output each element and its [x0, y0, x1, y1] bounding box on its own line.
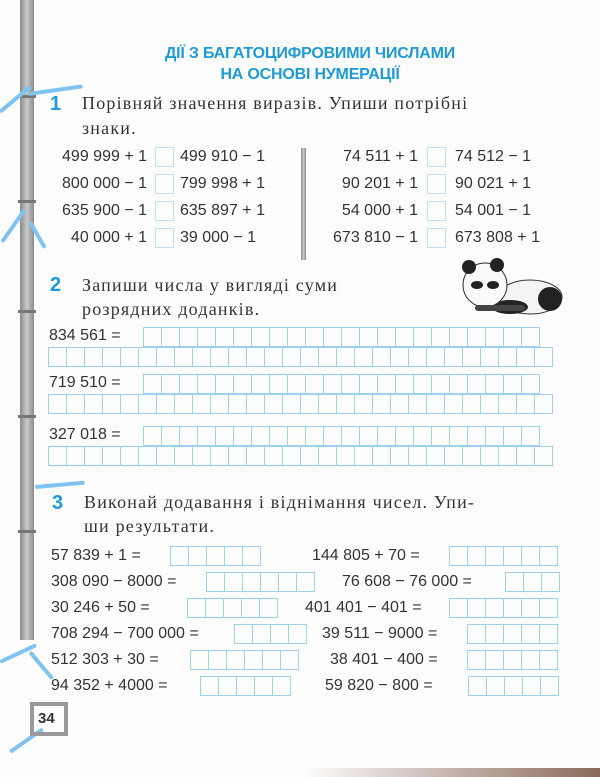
answer-cell[interactable]: [467, 374, 486, 394]
bamboo-node: [18, 530, 36, 533]
answer-cell[interactable]: [521, 426, 540, 446]
answer-cell[interactable]: [377, 327, 396, 347]
answer-cell[interactable]: [318, 347, 337, 367]
answer-cell[interactable]: [282, 446, 301, 466]
equation: 38 401 − 400 =: [330, 651, 438, 668]
answer-cell[interactable]: [485, 598, 504, 618]
section-title: НА ОСНОВІ НУМЕРАЦІЇ: [220, 66, 400, 83]
answer-cell[interactable]: [143, 374, 162, 394]
answer-cell[interactable]: [156, 347, 175, 367]
comparison-right-expression: 499 910 − 1: [180, 148, 265, 165]
equation: 57 839 + 1 =: [51, 547, 141, 564]
answer-boxes: [187, 598, 277, 618]
answer-cell[interactable]: [390, 347, 409, 367]
answer-cell[interactable]: [534, 347, 553, 367]
answer-cell[interactable]: [174, 347, 193, 367]
answer-cell[interactable]: [48, 446, 67, 466]
answer-cell[interactable]: [503, 546, 522, 566]
equation: 708 294 − 700 000 =: [51, 625, 199, 642]
answer-cell[interactable]: [539, 546, 558, 566]
answer-cell[interactable]: [505, 572, 524, 592]
answer-cell[interactable]: [336, 394, 355, 414]
answer-cell[interactable]: [503, 598, 522, 618]
answer-cell[interactable]: [205, 598, 224, 618]
answer-cell[interactable]: [120, 347, 139, 367]
answer-cell[interactable]: [174, 394, 193, 414]
answer-cell[interactable]: [305, 426, 324, 446]
comparison-left-expression: 54 000 + 1: [341, 202, 418, 219]
task-number: 2: [50, 274, 62, 296]
answer-cell[interactable]: [318, 394, 337, 414]
equation: 94 352 + 4000 =: [51, 677, 168, 694]
answer-cell[interactable]: [359, 374, 378, 394]
answer-cell[interactable]: [377, 374, 396, 394]
expanded-form-grid: [143, 327, 539, 347]
answer-cell[interactable]: [102, 394, 121, 414]
answer-cell[interactable]: [485, 650, 504, 670]
answer-cell[interactable]: [226, 650, 245, 670]
comparison-sign-box[interactable]: [155, 228, 174, 248]
answer-cell[interactable]: [252, 624, 271, 644]
expanded-form-grid: [143, 426, 539, 446]
answer-cell[interactable]: [251, 327, 270, 347]
answer-cell[interactable]: [179, 426, 198, 446]
answer-cell[interactable]: [444, 446, 463, 466]
answer-cell[interactable]: [197, 426, 216, 446]
comparison-right-expression: 635 897 + 1: [180, 202, 265, 219]
answer-cell[interactable]: [449, 426, 468, 446]
equation: 144 805 + 70 =: [312, 547, 420, 564]
answer-cell[interactable]: [395, 327, 414, 347]
comparison-left-expression: 800 000 − 1: [62, 175, 147, 192]
answer-cell[interactable]: [197, 327, 216, 347]
answer-boxes: [505, 572, 559, 592]
expanded-form-grid: [48, 394, 552, 414]
answer-cell[interactable]: [539, 624, 558, 644]
answer-cell[interactable]: [208, 650, 227, 670]
answer-cell[interactable]: [516, 446, 535, 466]
answer-cell[interactable]: [485, 426, 504, 446]
answer-cell[interactable]: [300, 347, 319, 367]
bamboo-node: [18, 200, 36, 203]
answer-cell[interactable]: [539, 650, 558, 670]
answer-cell[interactable]: [467, 426, 486, 446]
answer-cell[interactable]: [251, 426, 270, 446]
answer-cell[interactable]: [262, 650, 281, 670]
answer-cell[interactable]: [174, 446, 193, 466]
comparison-sign-box[interactable]: [427, 228, 446, 248]
answer-cell[interactable]: [138, 446, 157, 466]
answer-cell[interactable]: [233, 374, 252, 394]
equation: 308 090 − 8000 =: [51, 573, 177, 590]
answer-cell[interactable]: [408, 347, 427, 367]
answer-cell[interactable]: [341, 374, 360, 394]
page-edge: [300, 768, 600, 777]
answer-cell[interactable]: [143, 327, 162, 347]
answer-cell[interactable]: [200, 676, 219, 696]
answer-cell[interactable]: [341, 426, 360, 446]
answer-cell[interactable]: [179, 327, 198, 347]
answer-cell[interactable]: [138, 394, 157, 414]
section-title: ДІЇ З БАГАТОЦИФРОВИМИ ЧИСЛАМИ: [164, 45, 456, 62]
answer-cell[interactable]: [280, 650, 299, 670]
answer-cell[interactable]: [179, 374, 198, 394]
answer-cell[interactable]: [504, 676, 523, 696]
answer-boxes: [206, 572, 314, 592]
bamboo-leaf: [35, 481, 85, 489]
answer-cell[interactable]: [218, 676, 237, 696]
answer-cell[interactable]: [244, 650, 263, 670]
answer-cell[interactable]: [390, 446, 409, 466]
answer-cell[interactable]: [467, 327, 486, 347]
answer-cell[interactable]: [521, 624, 540, 644]
answer-cell[interactable]: [503, 624, 522, 644]
answer-cell[interactable]: [305, 374, 324, 394]
answer-cell[interactable]: [264, 347, 283, 367]
panda-illustration: [455, 255, 565, 317]
answer-boxes: [468, 676, 558, 696]
bamboo-node: [18, 415, 36, 418]
answer-cell[interactable]: [521, 374, 540, 394]
task-text: Запиши числа у вигляді суми: [82, 275, 339, 295]
answer-cell[interactable]: [523, 572, 542, 592]
answer-cell[interactable]: [206, 546, 225, 566]
answer-cell[interactable]: [210, 394, 229, 414]
comparison-sign-box[interactable]: [427, 201, 446, 221]
comparison-sign-box[interactable]: [155, 201, 174, 221]
answer-cell[interactable]: [215, 327, 234, 347]
answer-boxes: [449, 546, 557, 566]
task-number: 3: [52, 492, 64, 514]
answer-cell[interactable]: [215, 426, 234, 446]
answer-cell[interactable]: [534, 394, 553, 414]
answer-cell[interactable]: [323, 374, 342, 394]
answer-cell[interactable]: [210, 446, 229, 466]
answer-cell[interactable]: [462, 394, 481, 414]
answer-cell[interactable]: [228, 347, 247, 367]
answer-cell[interactable]: [233, 327, 252, 347]
answer-cell[interactable]: [480, 347, 499, 367]
answer-cell[interactable]: [480, 446, 499, 466]
answer-cell[interactable]: [66, 347, 85, 367]
number-label: 719 510 =: [49, 374, 121, 391]
answer-cell[interactable]: [228, 394, 247, 414]
answer-cell[interactable]: [413, 374, 432, 394]
answer-cell[interactable]: [503, 650, 522, 670]
answer-cell[interactable]: [413, 327, 432, 347]
answer-cell[interactable]: [242, 572, 261, 592]
expanded-form-grid: [143, 374, 539, 394]
answer-cell[interactable]: [259, 598, 278, 618]
answer-cell[interactable]: [102, 446, 121, 466]
answer-cell[interactable]: [84, 347, 103, 367]
answer-cell[interactable]: [246, 446, 265, 466]
answer-cell[interactable]: [444, 394, 463, 414]
answer-cell[interactable]: [48, 394, 67, 414]
answer-cell[interactable]: [66, 446, 85, 466]
answer-cell[interactable]: [102, 347, 121, 367]
answer-cell[interactable]: [246, 347, 265, 367]
answer-cell[interactable]: [485, 546, 504, 566]
answer-cell[interactable]: [449, 546, 468, 566]
answer-cell[interactable]: [66, 394, 85, 414]
answer-cell[interactable]: [210, 347, 229, 367]
comparison-sign-box[interactable]: [427, 174, 446, 194]
answer-cell[interactable]: [467, 624, 486, 644]
answer-cell[interactable]: [354, 394, 373, 414]
answer-cell[interactable]: [485, 374, 504, 394]
answer-cell[interactable]: [498, 347, 517, 367]
answer-cell[interactable]: [161, 426, 180, 446]
comparison-left-expression: 673 810 − 1: [333, 229, 418, 246]
answer-cell[interactable]: [498, 394, 517, 414]
equation: 39 511 − 9000 =: [322, 625, 438, 642]
answer-cell[interactable]: [223, 598, 242, 618]
answer-cell[interactable]: [462, 446, 481, 466]
equation: 512 303 + 30 =: [51, 651, 159, 668]
answer-cell[interactable]: [426, 394, 445, 414]
equation: 401 401 − 401 =: [305, 599, 422, 616]
answer-cell[interactable]: [485, 624, 504, 644]
answer-cell[interactable]: [395, 426, 414, 446]
answer-cell[interactable]: [336, 347, 355, 367]
answer-cell[interactable]: [485, 327, 504, 347]
answer-cell[interactable]: [522, 676, 541, 696]
equation: 59 820 − 800 =: [325, 677, 433, 694]
answer-cell[interactable]: [241, 598, 260, 618]
answer-cell[interactable]: [224, 572, 243, 592]
answer-cell[interactable]: [516, 347, 535, 367]
bamboo-divider: [301, 148, 306, 260]
answer-cell[interactable]: [215, 374, 234, 394]
answer-cell[interactable]: [467, 598, 486, 618]
answer-cell[interactable]: [300, 394, 319, 414]
expanded-form-grid: [48, 446, 552, 466]
comparison-left-expression: 499 999 + 1: [62, 148, 147, 165]
answer-cell[interactable]: [287, 327, 306, 347]
answer-cell[interactable]: [426, 446, 445, 466]
answer-cell[interactable]: [372, 446, 391, 466]
answer-cell[interactable]: [395, 374, 414, 394]
answer-cell[interactable]: [354, 347, 373, 367]
number-label: 834 561 =: [49, 327, 121, 344]
answer-cell[interactable]: [413, 426, 432, 446]
answer-cell[interactable]: [282, 394, 301, 414]
answer-cell[interactable]: [156, 446, 175, 466]
answer-cell[interactable]: [431, 327, 450, 347]
answer-cell[interactable]: [444, 347, 463, 367]
comparison-right-expression: 74 512 − 1: [455, 148, 532, 165]
answer-cell[interactable]: [323, 327, 342, 347]
answer-cell[interactable]: [449, 327, 468, 347]
answer-cell[interactable]: [288, 624, 307, 644]
answer-cell[interactable]: [48, 347, 67, 367]
answer-cell[interactable]: [192, 347, 211, 367]
answer-cell[interactable]: [372, 394, 391, 414]
equation: 76 608 − 76 000 =: [342, 573, 472, 590]
answer-cell[interactable]: [431, 374, 450, 394]
answer-cell[interactable]: [233, 426, 252, 446]
comparison-left-expression: 635 900 − 1: [62, 202, 147, 219]
answer-cell[interactable]: [278, 572, 297, 592]
answer-cell[interactable]: [300, 446, 319, 466]
answer-cell[interactable]: [264, 394, 283, 414]
equation: 30 246 + 50 =: [51, 599, 150, 616]
answer-boxes: [190, 650, 298, 670]
answer-cell[interactable]: [197, 374, 216, 394]
answer-cell[interactable]: [354, 446, 373, 466]
answer-cell[interactable]: [372, 347, 391, 367]
answer-cell[interactable]: [224, 546, 243, 566]
answer-cell[interactable]: [264, 446, 283, 466]
answer-cell[interactable]: [190, 650, 209, 670]
answer-cell[interactable]: [84, 394, 103, 414]
answer-cell[interactable]: [521, 598, 540, 618]
answer-cell[interactable]: [521, 650, 540, 670]
answer-cell[interactable]: [170, 546, 189, 566]
answer-cell[interactable]: [192, 446, 211, 466]
answer-cell[interactable]: [287, 426, 306, 446]
answer-cell[interactable]: [431, 426, 450, 446]
answer-cell[interactable]: [260, 572, 279, 592]
answer-cell[interactable]: [408, 446, 427, 466]
comparison-sign-box[interactable]: [155, 147, 174, 167]
answer-cell[interactable]: [236, 676, 255, 696]
answer-cell[interactable]: [156, 394, 175, 414]
answer-cell[interactable]: [359, 327, 378, 347]
answer-cell[interactable]: [480, 394, 499, 414]
answer-cell[interactable]: [359, 426, 378, 446]
answer-cell[interactable]: [503, 426, 522, 446]
answer-cell[interactable]: [467, 650, 486, 670]
answer-cell[interactable]: [251, 374, 270, 394]
comparison-right-expression: 54 001 − 1: [455, 202, 532, 219]
answer-cell[interactable]: [408, 394, 427, 414]
answer-cell[interactable]: [318, 446, 337, 466]
answer-cell[interactable]: [120, 446, 139, 466]
answer-cell[interactable]: [467, 546, 486, 566]
answer-cell[interactable]: [323, 426, 342, 446]
answer-cell[interactable]: [462, 347, 481, 367]
comparison-left-expression: 40 000 + 1: [70, 229, 147, 246]
comparison-right-expression: 673 808 + 1: [455, 229, 540, 246]
comparison-right-expression: 39 000 − 1: [180, 229, 257, 246]
answer-boxes: [449, 598, 557, 618]
answer-cell[interactable]: [161, 374, 180, 394]
answer-cell[interactable]: [305, 327, 324, 347]
answer-cell[interactable]: [234, 624, 253, 644]
answer-cell[interactable]: [377, 426, 396, 446]
task-text: розрядних доданків.: [82, 299, 261, 319]
answer-cell[interactable]: [187, 598, 206, 618]
task-number: 1: [50, 93, 62, 115]
answer-cell[interactable]: [449, 374, 468, 394]
answer-cell[interactable]: [269, 426, 288, 446]
answer-cell[interactable]: [269, 374, 288, 394]
answer-cell[interactable]: [228, 446, 247, 466]
answer-cell[interactable]: [516, 394, 535, 414]
answer-cell[interactable]: [269, 327, 288, 347]
task-text: Порівняй значення виразів. Упиши потрібні: [82, 93, 469, 113]
answer-cell[interactable]: [84, 446, 103, 466]
answer-cell[interactable]: [143, 426, 162, 446]
answer-cell[interactable]: [296, 572, 315, 592]
comparison-sign-box[interactable]: [155, 174, 174, 194]
answer-cell[interactable]: [486, 676, 505, 696]
page-number: 34: [38, 710, 55, 727]
answer-boxes: [467, 624, 557, 644]
answer-cell[interactable]: [282, 347, 301, 367]
answer-boxes: [200, 676, 290, 696]
answer-cell[interactable]: [192, 394, 211, 414]
answer-cell[interactable]: [503, 327, 522, 347]
answer-cell[interactable]: [541, 572, 560, 592]
comparison-sign-box[interactable]: [427, 147, 446, 167]
answer-cell[interactable]: [246, 394, 265, 414]
answer-cell[interactable]: [468, 676, 487, 696]
answer-cell[interactable]: [539, 598, 558, 618]
task-text: ши результати.: [84, 516, 216, 536]
comparison-right-expression: 90 021 + 1: [455, 175, 532, 192]
answer-cell[interactable]: [188, 546, 207, 566]
answer-cell[interactable]: [341, 327, 360, 347]
answer-boxes: [234, 624, 306, 644]
answer-cell[interactable]: [138, 347, 157, 367]
answer-cell[interactable]: [287, 374, 306, 394]
answer-cell[interactable]: [120, 394, 139, 414]
number-label: 327 018 =: [49, 426, 121, 443]
answer-cell[interactable]: [498, 446, 517, 466]
comparison-right-expression: 799 998 + 1: [180, 175, 265, 192]
answer-cell[interactable]: [270, 624, 289, 644]
answer-cell[interactable]: [161, 327, 180, 347]
answer-cell[interactable]: [272, 676, 291, 696]
answer-cell[interactable]: [534, 446, 553, 466]
answer-boxes: [170, 546, 260, 566]
answer-cell[interactable]: [336, 446, 355, 466]
answer-cell[interactable]: [503, 374, 522, 394]
answer-cell[interactable]: [521, 546, 540, 566]
comparison-left-expression: 74 511 + 1: [343, 148, 418, 165]
answer-cell[interactable]: [242, 546, 261, 566]
comparison-left-expression: 90 201 + 1: [341, 175, 418, 192]
bamboo-node: [18, 310, 36, 313]
task-text: знаки.: [82, 118, 137, 138]
task-text: Виконай додавання і віднімання чисел. Упи-: [84, 492, 476, 512]
answer-cell[interactable]: [540, 676, 559, 696]
answer-cell[interactable]: [390, 394, 409, 414]
answer-cell[interactable]: [521, 327, 540, 347]
expanded-form-grid: [48, 347, 552, 367]
answer-cell[interactable]: [426, 347, 445, 367]
answer-cell[interactable]: [449, 598, 468, 618]
answer-cell[interactable]: [206, 572, 225, 592]
answer-boxes: [467, 650, 557, 670]
answer-cell[interactable]: [254, 676, 273, 696]
